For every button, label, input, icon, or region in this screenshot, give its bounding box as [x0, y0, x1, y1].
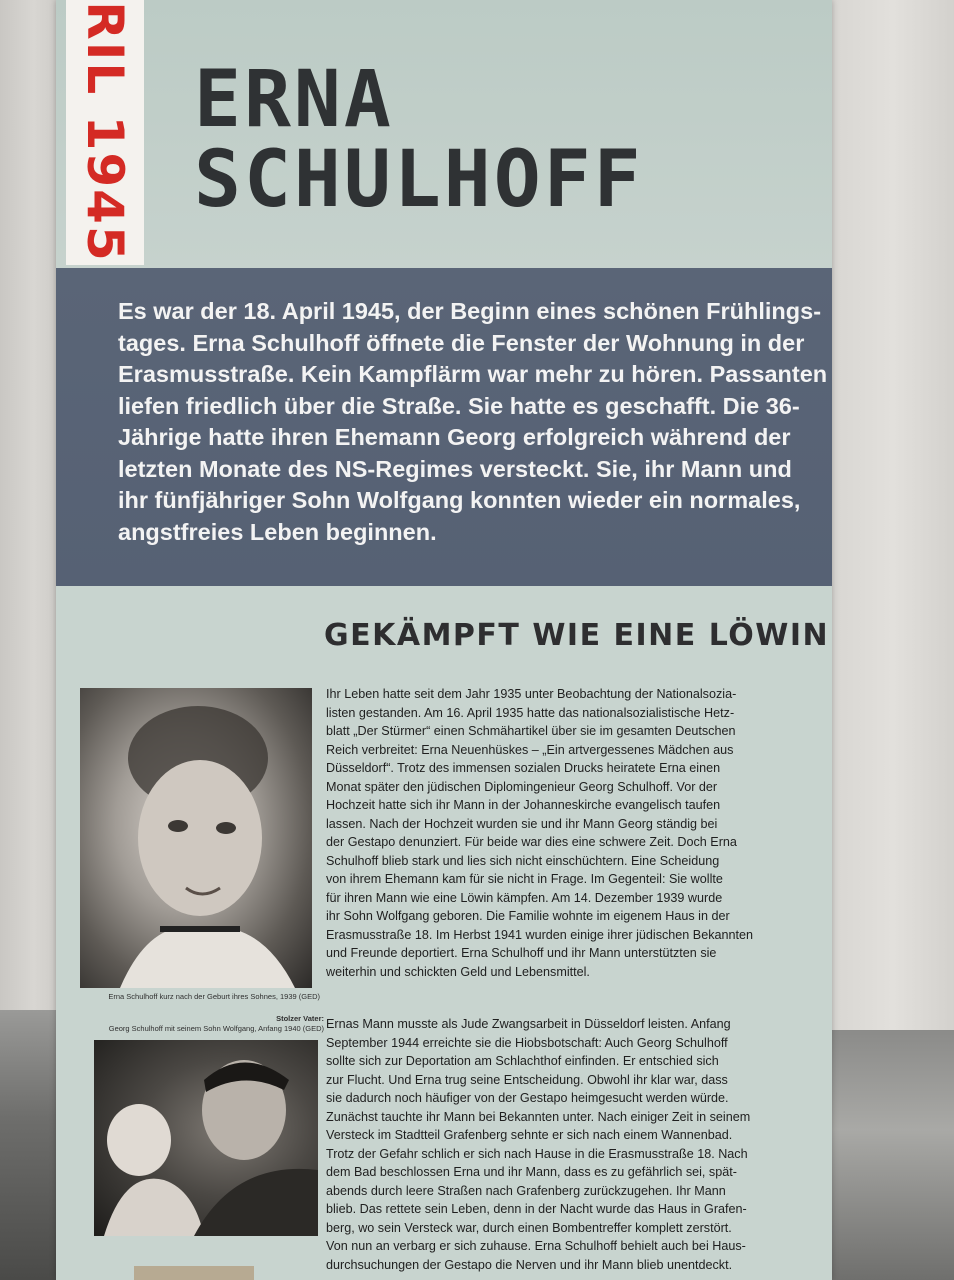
intro-line: tages. Erna Schulhoff öffnete die Fenster der Wohnung in der — [118, 329, 805, 356]
body-line: zur Flucht. Und Erna trug seine Entscheidung. Obwohl ihr klar war, dass — [326, 1072, 728, 1087]
body-line: listen gestanden. Am 16. April 1935 hatte das nationalsozialistische Hetz- — [326, 705, 735, 720]
body-line: Reich verbreitet: Erna Neuenhüskes – „Ein artvergessenes Mädchen aus — [326, 742, 734, 757]
intro-text — [118, 296, 828, 548]
body-line: Ernas Mann musste als Jude Zwangsarbeit in Düsseldorf leisten. Anfang — [326, 1017, 731, 1031]
body-line: blieb. Das rettete sein Leben, denn in der Nacht wurde das Haus in Grafen- — [326, 1202, 747, 1216]
body-line: lassen. Nach der Hochzeit wurden sie und ihr Mann Georg ständig bei — [326, 816, 718, 831]
body-line: durchsuchungen der Gestapo die Nerven und ihr Mann blieb unentdeckt. — [326, 1257, 733, 1272]
body-paragraph-2 — [326, 1015, 751, 1274]
body-line: von ihrem Ehemann kam für sie nicht in Frage. Im Gegenteil: Sie wollte — [326, 872, 723, 886]
body-line: abends durch leere Straßen nach Grafenberg zurückzugehen. Ihr Mann — [326, 1183, 726, 1198]
intro-line: Erasmusstraße. Kein Kampflärm war mehr zu hören. Passanten — [118, 361, 828, 387]
body-line: Ihr Leben hatte seit dem Jahr 1935 unter Beobachtung der Nationalsozia- — [326, 687, 737, 701]
body-line: dem Bad beschlossen Erna und ihr Mann, dass es zu gefährlich sei, spät- — [326, 1165, 737, 1179]
intro-line: letzten Monate des NS-Regimes versteckt. Sie, ihr Mann und — [118, 455, 792, 482]
body-line: September 1944 erreichte sie die Hiobsbotschaft: Auch Georg Schulhoff — [326, 1035, 728, 1050]
caption-georg: Georg Schulhoff mit seinem Sohn Wolfgang, Anfang 1940 (GED) — [108, 1024, 324, 1033]
body-line: sollte sich zur Deportation am Schlachthof einfinden. Er entschied sich — [326, 1054, 719, 1068]
body-paragraph-1 — [326, 685, 754, 981]
body-line: und Freunde deportiert. Erna Schulhoff und ihr Mann unterstützten sie — [326, 946, 717, 960]
body-line: Trotz der Gefahr schlich er sich nach Hause in die Erasmusstraße 18. Nach — [326, 1146, 748, 1161]
body-line: für ihren Mann wie eine Löwin kämpfen. Am 14. Dezember 1939 wurde — [326, 890, 723, 905]
intro-line: Jährige hatte ihren Ehemann Georg erfolgreich während der — [118, 424, 791, 450]
body-line: Hochzeit hatte sich ihr Mann in der Johanneskirche evangelisch taufen — [326, 798, 721, 812]
body-line: berg, wo sein Versteck war, durch einen Bombentreffer komplett zerstört. — [326, 1220, 732, 1235]
bottom-document-strip — [134, 1266, 254, 1280]
body-line: Zunächst tauchte ihr Mann bei Bekannten unter. Nach einiger Zeit in seinem — [326, 1109, 751, 1124]
intro-line: liefen friedlich über die Straße. Sie hatte es geschafft. Die 36- — [118, 392, 800, 419]
caption-georg-title: Stolzer Vater: — [276, 1014, 324, 1023]
body-line: ihr Sohn Wolfgang geboren. Die Familie wohnte im eigenem Haus in der — [326, 909, 730, 923]
body-line: blatt „Der Stürmer“ einen Schmähartikel über sie im gesamten Deutschen — [326, 724, 736, 738]
photo-georg-and-son — [94, 1040, 318, 1236]
body-line: der Gestapo denunziert. Für beide war dies eine schwere Zeit. Doch Erna — [326, 835, 737, 849]
body-line: Schulhoff blieb stark und lies sich nicht einschüchtern. Eine Scheidung — [326, 853, 720, 868]
intro-line: ihr fünfjähriger Sohn Wolfgang konnten wieder ein normales, — [118, 487, 801, 513]
body-line: Monat später den jüdischen Diplomingenieur Georg Schulhoff. Vor der — [326, 779, 718, 794]
body-line: Von nun an verbarg er sich zuhause. Erna Schulhoff behielt auch bei Haus- — [326, 1239, 746, 1253]
intro-line: angstfreies Leben beginnen. — [118, 518, 437, 545]
section-title: GEKÄMPFT WIE EINE LÖWIN — [324, 618, 830, 653]
body-line: Erasmusstraße 18. Im Herbst 1941 wurden einige ihrer jüdischen Bekannten — [326, 927, 754, 942]
photo-erna-portrait — [80, 688, 312, 988]
exhibition-panel — [56, 0, 832, 1280]
body-line: Versteck im Stadtteil Grafenberg sehnte er sich nach einem Wannenbad. — [326, 1128, 733, 1142]
person-name — [194, 55, 644, 225]
date-tab — [66, 0, 144, 265]
father-son-silhouette — [94, 1040, 318, 1236]
body-line: weiterhin und schickten Geld und Lebensmittel. — [326, 964, 590, 979]
intro-line: Es war der 18. April 1945, der Beginn eines schönen Frühlings- — [118, 298, 822, 324]
name-line-2: SCHULHOFF — [194, 135, 644, 225]
portrait-silhouette — [80, 688, 312, 988]
date-text: RIL 1945 — [76, 1, 134, 263]
caption-erna: Erna Schulhoff kurz nach der Geburt ihres Sohnes, 1939 (GED) — [108, 992, 320, 1001]
body-line: sie dadurch noch häufiger von der Gestapo heimgesucht werden würde. — [326, 1091, 729, 1105]
body-line: Düsseldorf“. Trotz des immensen sozialen Drucks heiratete Erna einen — [326, 761, 721, 775]
name-line-1: ERNA — [194, 55, 394, 145]
